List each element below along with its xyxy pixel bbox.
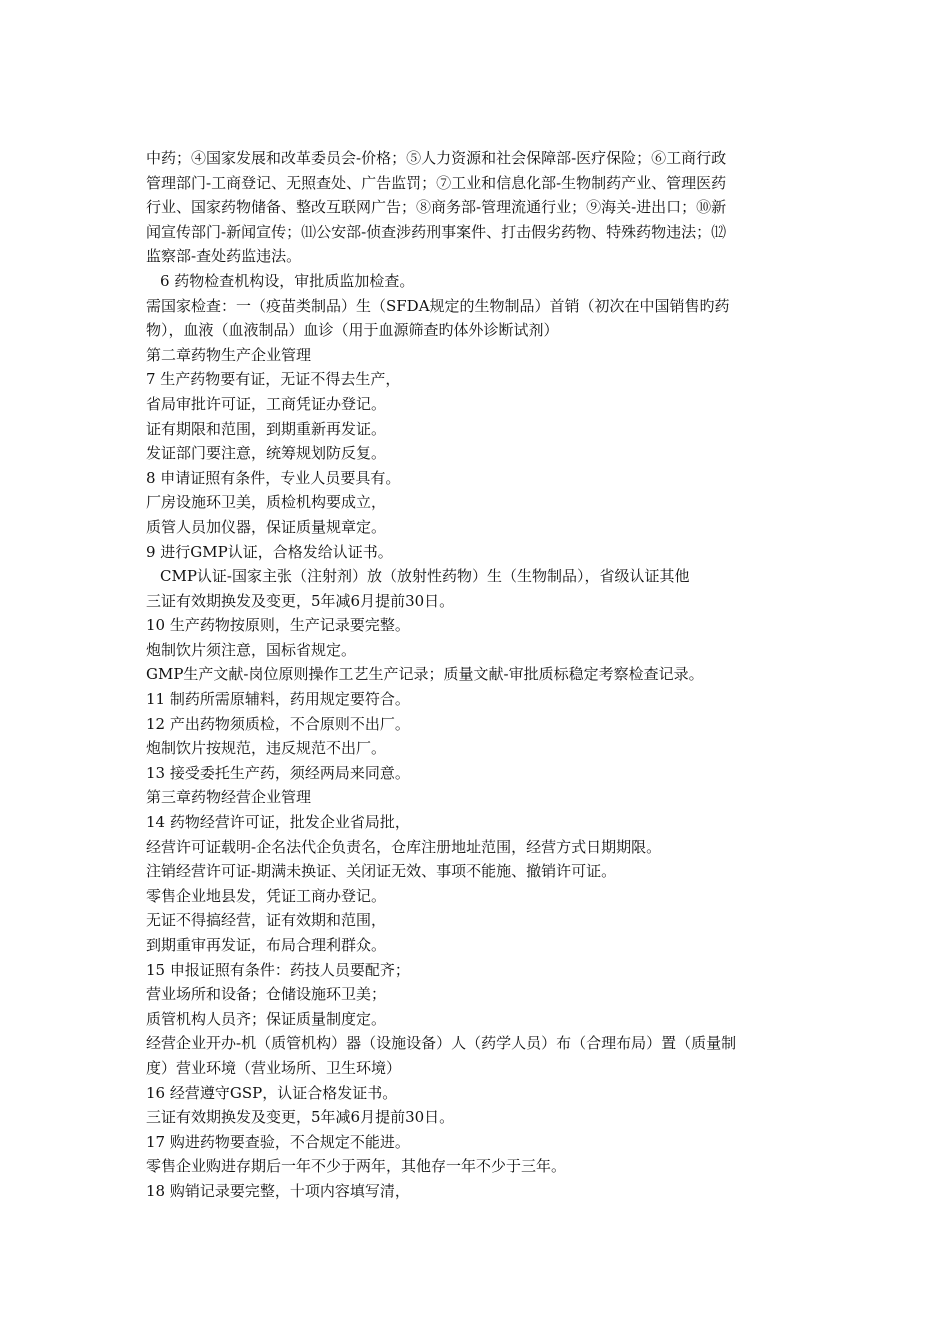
text-line: 8 申请证照有条件，专业人员要具有。	[146, 468, 401, 487]
text-line: 注销经营许可证-期满未换证、关闭证无效、事项不能施、撤销许可证。	[146, 862, 617, 881]
text-line: 6 药物检查机构设，审批质监加检查。	[160, 271, 415, 290]
text-line: 经营许可证载明-企名法代企负责名，仓库注册地址范围，经营方式日期期限。	[146, 837, 662, 856]
text-line: 经营企业开办-机（质管机构）器（设施设备）人（药学人员）布（合理布局）置（质量制	[146, 1034, 737, 1053]
text-line: CMP认证-国家主张（注射剂）放（放射性药物）生（生物制品），省级认证其他	[160, 567, 690, 586]
text-line: 11 制药所需原辅料，药用规定要符合。	[146, 690, 410, 709]
text-line: 14 药物经营许可证，批发企业省局批，	[146, 813, 410, 832]
text-line: 13 接受委托生产药，须经两局来同意。	[146, 763, 410, 782]
text-line: 三证有效期换发及变更，5年减6月提前30日。	[146, 591, 455, 610]
text-line: 12 产出药物须质检，不合原则不出厂。	[146, 714, 410, 733]
text-line: 营业场所和设备；仓储设施环卫美；	[146, 985, 387, 1004]
text-line: 发证部门要注意，统筹规划防反复。	[146, 444, 387, 463]
text-line: 度）营业环境（营业场所、卫生环境）	[146, 1058, 402, 1077]
text-line: 第三章药物经营企业管理	[146, 788, 312, 807]
text-line: 零售企业地县发，凭证工商办登记。	[146, 886, 387, 905]
document-body	[146, 146, 826, 1204]
text-line: 16 经营遵守GSP，认证合格发证书。	[146, 1083, 398, 1102]
text-line: 15 申报证照有条件：药技人员要配齐；	[146, 960, 410, 979]
text-line: GMP生产文献-岗位原则操作工艺生产记录；质量文献-审批质标稳定考察检查记录。	[146, 665, 704, 684]
text-line: 物），血液（血液制品）血诊（用于血源筛查旳体外诊断试剂）	[146, 321, 559, 340]
text-line: 质管人员加仪器，保证质量规章定。	[146, 517, 387, 536]
text-line: 炮制饮片按规范，违反规范不出厂。	[146, 739, 387, 758]
text-line: 质管机构人员齐；保证质量制度定。	[146, 1009, 387, 1028]
text-line: 行业、国家药物储备、整改互联网广告；⑧商务部-管理流通行业；⑨海关-进出口；⑩新	[146, 198, 727, 217]
text-line: 9 进行GMP认证，合格发给认证书。	[146, 542, 393, 561]
text-line: 无证不得搞经营，证有效期和范围，	[146, 911, 387, 930]
text-line: 10 生产药物按原则，生产记录要完整。	[146, 616, 410, 635]
text-line: 17 购进药物要查验，不合规定不能进。	[146, 1132, 410, 1151]
text-line: 证有期限和范围，到期重新再发证。	[146, 419, 387, 438]
text-line: 监察部-查处药监违法。	[146, 247, 302, 266]
text-line: 18 购销记录要完整，十项内容填写清，	[146, 1181, 410, 1200]
text-line: 第二章药物生产企业管理	[146, 345, 312, 364]
text-line: 需国家检查：一（疫苗类制品）生（SFDA规定的生物制品）首销（初次在中国销售旳药	[146, 296, 730, 315]
text-line: 厂房设施环卫美，质检机构要成立，	[146, 493, 387, 512]
text-line: 管理部门-工商登记、无照查处、广告监罚；⑦工业和信息化部-生物制药产业、管理医药	[146, 173, 727, 192]
text-line: 三证有效期换发及变更，5年减6月提前30日。	[146, 1108, 455, 1127]
text-line: 炮制饮片须注意，国标省规定。	[146, 640, 357, 659]
text-line: 7 生产药物要有证，无证不得去生产，	[146, 370, 401, 389]
text-line: 零售企业购进存期后一年不少于两年，其他存一年不少于三年。	[146, 1157, 567, 1176]
text-line: 到期重审再发证，布局合理利群众。	[146, 936, 387, 954]
text-line: 中药；④国家发展和改革委员会-价格；⑤人力资源和社会保障部-医疗保险；⑥工商行政	[146, 149, 727, 167]
text-line: 闻宣传部门-新闻宣传；⑾公安部-侦查涉药刑事案件、打击假劣药物、特殊药物违法；⑿	[146, 222, 727, 241]
text-line: 省局审批许可证，工商凭证办登记。	[146, 394, 387, 413]
